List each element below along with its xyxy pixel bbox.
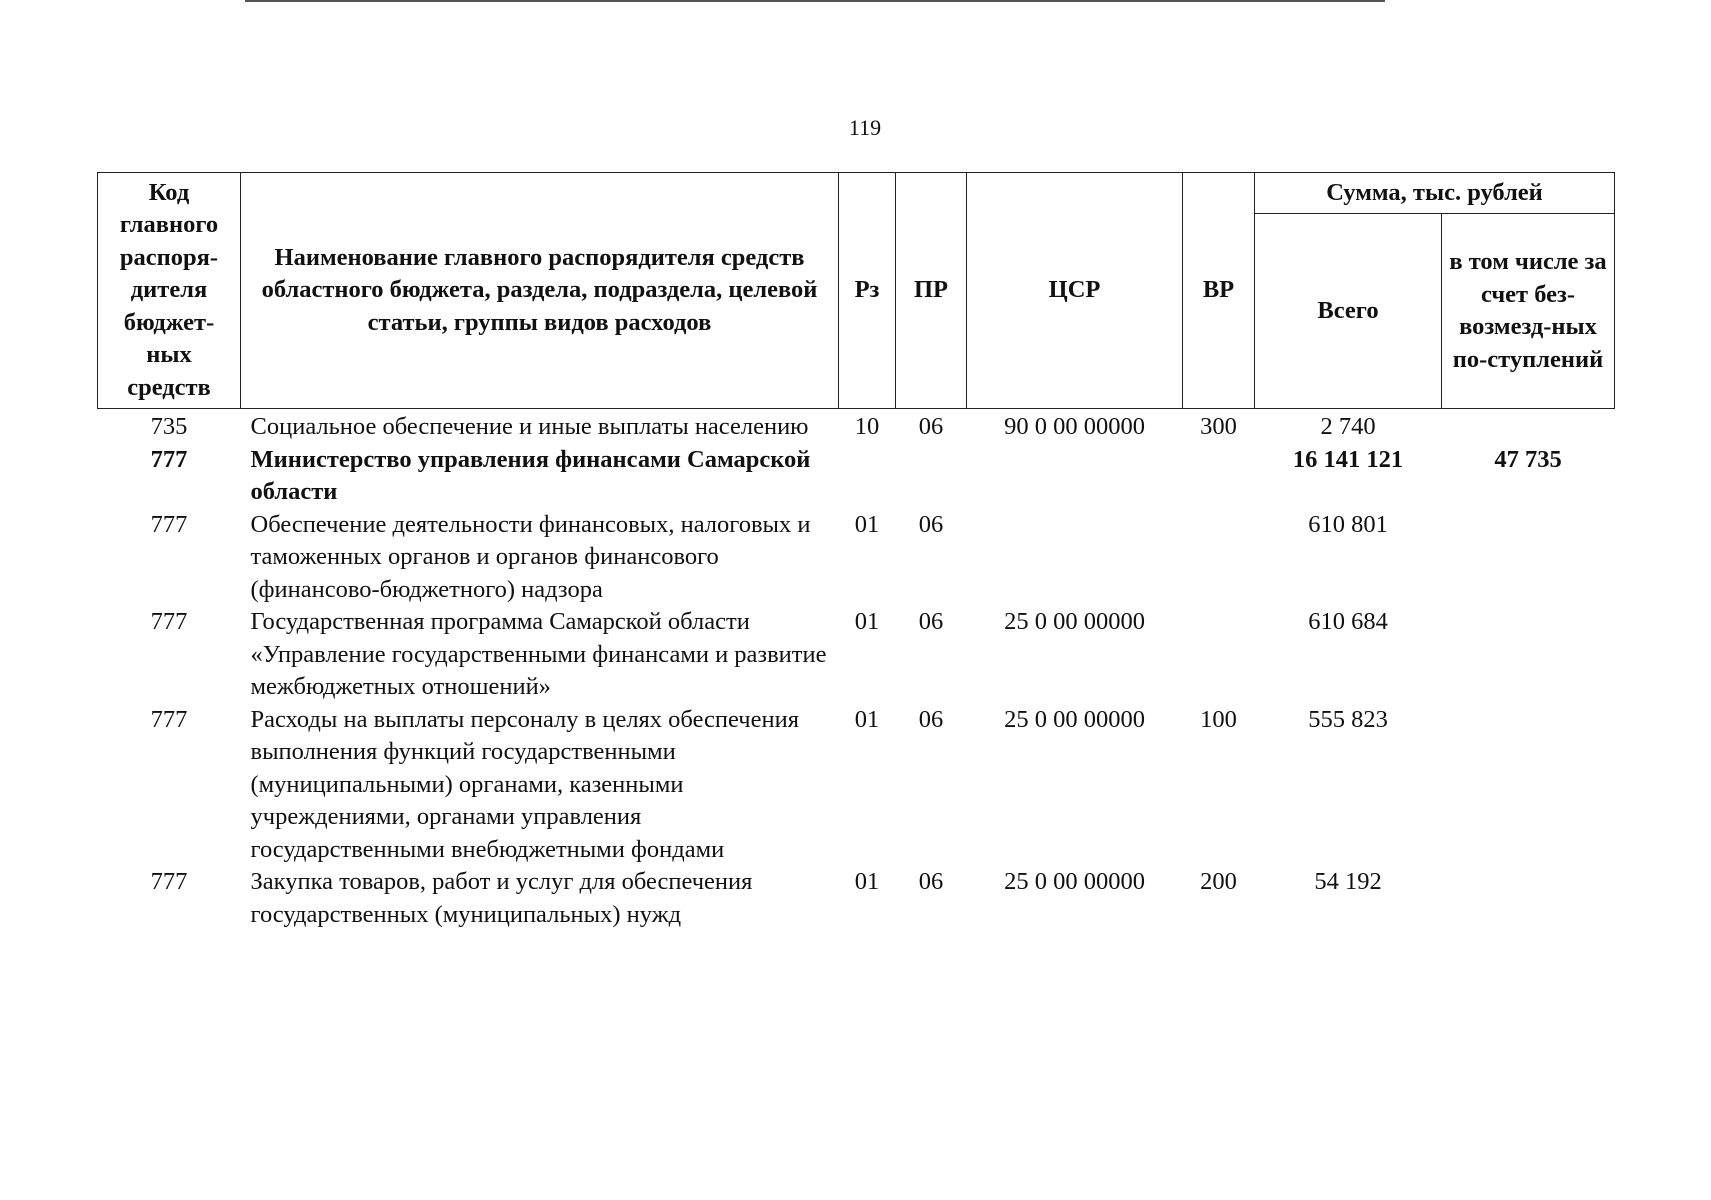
cell-rz: 01 <box>854 608 880 635</box>
header-free: в том числе за счет без-возмезд-ных по-ступлений <box>1442 214 1615 409</box>
cell-rz: 01 <box>854 510 880 538</box>
cell-pr: 06 <box>918 608 944 635</box>
cell-vr <box>1183 444 1255 509</box>
cell-vr: 100 <box>1200 705 1237 733</box>
cell-vr <box>1183 606 1255 704</box>
header-code: Код главного распоря-дителя бюджет-ных средств <box>98 173 241 409</box>
cell-free <box>1442 866 1615 931</box>
table-row <box>98 444 1615 509</box>
header-rz: Рз <box>839 173 896 409</box>
cell-free: 47 735 <box>1494 445 1562 473</box>
cell-total: 610 801 <box>1308 510 1388 538</box>
cell-name: Социальное обеспечение и иные выплаты населению <box>250 413 809 440</box>
cell-name: Министерство управления финансами Самарской области <box>250 445 811 505</box>
table-row <box>98 606 1615 704</box>
cell-free <box>1442 409 1615 444</box>
cell-code: 777 <box>150 868 188 895</box>
cell-code: 777 <box>150 445 188 473</box>
cell-total: 555 823 <box>1308 705 1388 733</box>
header-vr: ВР <box>1183 173 1255 409</box>
table-row <box>98 866 1615 931</box>
cell-total: 16 141 121 <box>1292 445 1404 473</box>
cell-total: 610 684 <box>1308 608 1388 635</box>
cell-csr <box>967 444 1183 509</box>
cell-csr: 25 0 00 00000 <box>1004 868 1145 895</box>
cell-total: 2 740 <box>1320 413 1376 440</box>
cell-vr: 300 <box>1200 413 1237 440</box>
cell-csr: 90 0 00 00000 <box>1004 413 1145 440</box>
cell-rz: 01 <box>854 868 880 895</box>
cell-name: Расходы на выплаты персоналу в целях обеспечения выполнения функций государственными (муниципальными) органами, казенными учреждениями, органами управления государственными внебюджетными фондами <box>250 705 799 863</box>
cell-free <box>1442 606 1615 704</box>
cell-name: Обеспечение деятельности финансовых, налоговых и таможенных органов и органов финансового (финансово-бюджетного) надзора <box>250 510 811 603</box>
header-sum: Сумма, тыс. рублей <box>1255 173 1615 214</box>
cell-rz <box>839 444 896 509</box>
page-number: 119 <box>848 115 882 140</box>
cell-rz: 01 <box>854 705 880 733</box>
cell-csr <box>967 509 1183 607</box>
table-row <box>98 704 1615 867</box>
header-csr: ЦСР <box>967 173 1183 409</box>
cell-code: 777 <box>150 705 188 733</box>
cell-vr <box>1183 509 1255 607</box>
table-header <box>98 173 1615 409</box>
cell-csr: 25 0 00 00000 <box>1004 608 1145 635</box>
cell-code: 735 <box>150 413 188 440</box>
header-total: Всего <box>1255 214 1442 409</box>
cell-pr: 06 <box>918 868 944 895</box>
table-row <box>98 409 1615 444</box>
cell-name: Закупка товаров, работ и услуг для обеспечения государственных (муниципальных) нужд <box>250 868 753 928</box>
header-name: Наименование главного распорядителя средств областного бюджета, раздела, подраздела, целевой статьи, группы видов расходов <box>241 173 839 409</box>
table-body <box>98 409 1615 932</box>
cell-pr: 06 <box>918 510 944 538</box>
table-row <box>98 509 1615 607</box>
cell-free <box>1442 509 1615 607</box>
cell-csr: 25 0 00 00000 <box>1004 705 1145 733</box>
cell-rz: 10 <box>854 413 880 440</box>
cell-pr: 06 <box>918 705 944 733</box>
top-rule <box>245 0 1385 2</box>
cell-code: 777 <box>150 608 188 635</box>
cell-free <box>1442 704 1615 867</box>
cell-pr <box>896 444 967 509</box>
budget-table <box>97 172 1615 931</box>
cell-code: 777 <box>150 510 188 538</box>
cell-name: Государственная программа Самарской области «Управление государственными финансами и развитие межбюджетных отношений» <box>250 608 827 700</box>
header-pr: ПР <box>896 173 967 409</box>
cell-pr: 06 <box>918 413 944 440</box>
cell-vr: 200 <box>1200 868 1237 895</box>
cell-total: 54 192 <box>1314 868 1382 895</box>
